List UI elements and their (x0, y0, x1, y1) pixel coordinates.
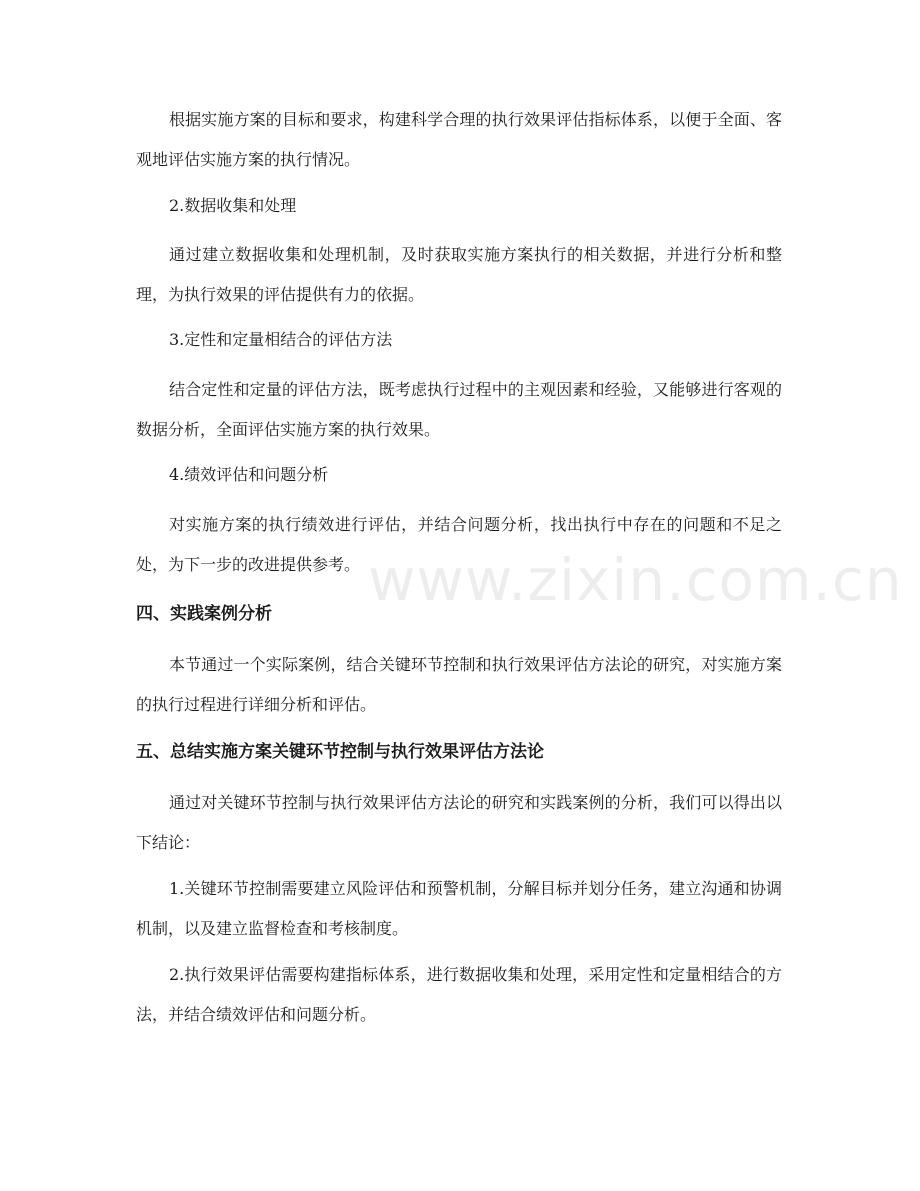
section-heading-case-study: 四、实践案例分析 (136, 604, 272, 624)
conclusion-item-2: 2.执行效果评估需要构建指标体系，进行数据收集和处理，采用定性和定量相结合的方法，并结合绩效评估和问题分析。 (136, 965, 782, 1024)
watermark: www.zixin.com.cn (368, 546, 903, 614)
paragraph-performance-evaluation: 对实施方案的执行绩效进行评估，并结合问题分析，找出执行中存在的问题和不足之处，为下一步的改进提供参考。 (136, 515, 782, 574)
subheading-performance-evaluation: 4.绩效评估和问题分析 (169, 465, 329, 484)
paragraph-summary-intro: 通过对关键环节控制与执行效果评估方法论的研究和实践案例的分析，我们可以得出以下结论： (136, 793, 782, 852)
paragraph-data-collection: 通过建立数据收集和处理机制，及时获取实施方案执行的相关数据，并进行分析和整理，为执行效果的评估提供有力的依据。 (136, 245, 782, 304)
section-heading-summary: 五、总结实施方案关键环节控制与执行效果评估方法论 (136, 742, 544, 762)
conclusion-item-1: 1.关键环节控制需要建立风险评估和预警机制，分解目标并划分任务，建立沟通和协调机制，以及建立监督检查和考核制度。 (136, 879, 782, 938)
subheading-qualitative-quantitative: 3.定性和定量相结合的评估方法 (169, 330, 393, 349)
paragraph-qualitative-quantitative: 结合定性和定量的评估方法，既考虑执行过程中的主观因素和经验，又能够进行客观的数据分析，全面评估实施方案的执行效果。 (136, 380, 782, 439)
paragraph-case-study: 本节通过一个实际案例，结合关键环节控制和执行效果评估方法论的研究，对实施方案的执行过程进行详细分析和评估。 (136, 655, 782, 714)
paragraph-indicator-system: 根据实施方案的目标和要求，构建科学合理的执行效果评估指标体系，以便于全面、客观地评估实施方案的执行情况。 (136, 110, 782, 169)
subheading-data-collection: 2.数据收集和处理 (169, 196, 297, 215)
